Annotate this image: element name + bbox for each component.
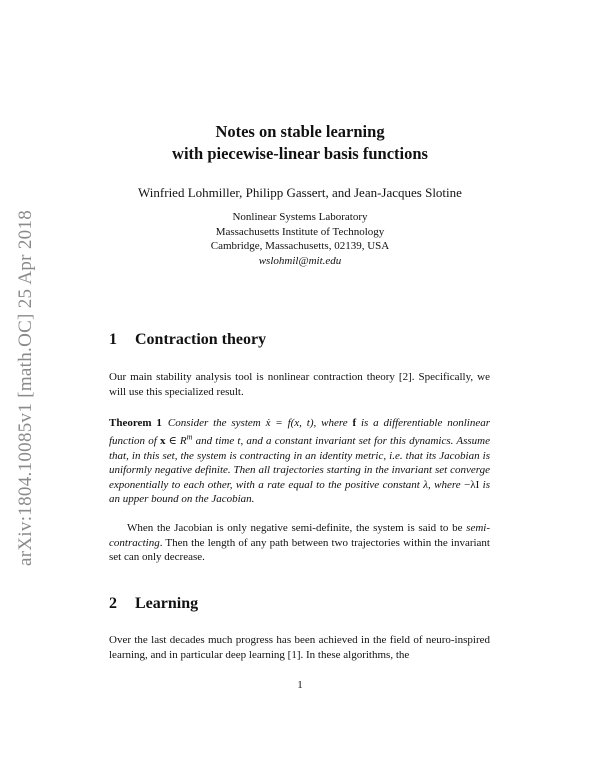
section-title: Contraction theory	[135, 331, 267, 348]
affiliation-lab: Nonlinear Systems Laboratory	[232, 211, 368, 223]
section-heading-contraction-theory	[109, 331, 266, 349]
affiliation-institute: Massachusetts Institute of Technology	[215, 225, 385, 238]
title-line-1: Notes on stable learning	[215, 122, 385, 141]
page-number: 1	[297, 679, 303, 691]
theorem-body: Consider the system ẋ = f(x, t), where f is a differentiable nonlinear function of x ∈ $R^m$ and time t, and a constant invariant set for this dynamics. Assume that, in this set, the system is contracting in an identity metric, i.e. that its Jacobian is uniformly negative definite. Then all trajectories starting in the invariant set converge exponentially to each other, with a rate equal to the positive constant λ, where −λI is an upper bound on the Jacobian.	[109, 417, 491, 506]
affiliation-block	[0, 210, 600, 268]
author-list: Winfried Lohmiller, Philipp Gassert, and Jean-Jacques Slotine	[138, 185, 462, 200]
section-number: 1	[109, 331, 117, 348]
section-heading-learning	[109, 595, 198, 613]
paragraph-learning: Over the last decades much progress has been achieved in the field of neuro-inspired learning, and in particular deep learning [1]. In these algorithms, the	[109, 634, 490, 661]
theorem-1	[109, 416, 490, 507]
affiliation-address: Cambridge, Massachusetts, 02139, USA	[210, 240, 390, 252]
theorem-equation: ẋ = f(x, t)	[265, 417, 314, 429]
section-number: 2	[109, 595, 117, 612]
arxiv-identifier: arXiv:1804.10085v1 [math.OC] 25 Apr 2018	[15, 209, 36, 567]
theorem-label: Theorem 1	[109, 417, 162, 429]
paper-title	[0, 121, 600, 165]
paragraph-intro: Our main stability analysis tool is nonlinear contraction theory [2]. Specifically, we will use this specialized result.	[109, 371, 490, 398]
paragraph-semi-contracting: When the Jacobian is only negative semi-definite, the system is said to be semi-contracting. Then the length of any path between two trajectories within the invariant set can only decrease.	[109, 522, 490, 563]
section-title: Learning	[135, 595, 199, 612]
title-line-2: with piecewise-linear basis functions	[172, 144, 428, 163]
author-email[interactable]: wslohmil@mit.edu	[258, 254, 342, 267]
emphasis-semi-contracting: semi-contracting	[109, 522, 490, 549]
